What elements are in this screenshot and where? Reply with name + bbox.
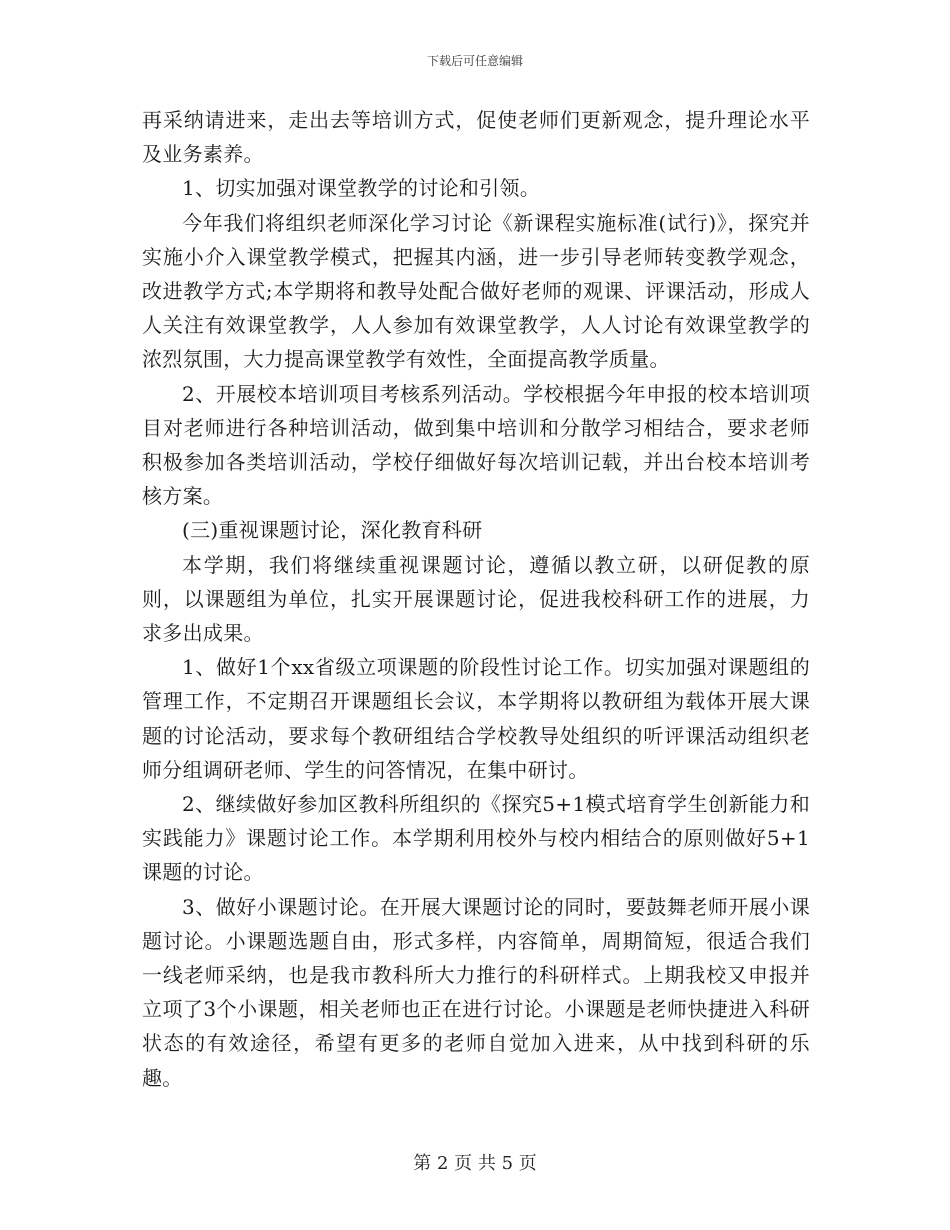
paragraph-item-1-heading: 1、切实加强对课堂教学的讨论和引领。 [182,176,541,201]
document-body [142,103,810,1095]
page-number: 第 2 页 共 5 页 [413,1153,537,1174]
header-note: 下载后可任意编辑 [426,54,523,68]
paragraph-classroom-teaching: 今年我们将组织老师深化学习讨论《新课程实施标准(试行)》，探究并实施小介入课堂教学模式，把握其内涵，进一步引导老师转变教学观念，改进教学方式;本学期将和教导处配合做好老师的观课、评课活动，形成人人关注有效课堂教学，人人参加有效课堂教学，人人讨论有效课堂教学的浓烈氛围，大力提高课堂教学有效性，全面提高教学质量。 [142,210,810,372]
paragraph-item-2-district-topic: 2、继续做好参加区教科所组织的《探究5+1模式培育学生创新能力和实践能力》课题讨论工作。本学期利用校外与校内相结合的原则做好5+1课题的讨论。 [142,792,810,885]
paragraph-item-3-small-topics: 3、做好小课题讨论。在开展大课题讨论的同时，要鼓舞老师开展小课题讨论。小课题选题自由，形式多样，内容简单，周期简短，很适合我们一线老师采纳，也是我市教科所大力推行的科研样式。上期我校又申报并立项了3个小课题，相关老师也正在进行讨论。小课题是老师快捷进入科研状态的有效途径，希望有更多的老师自觉加入进来，从中找到科研的乐趣。 [142,894,810,1090]
paragraph-item-2-training: 2、开展校本培训项目考核系列活动。学校根据今年申报的校本培训项目对老师进行各种培训活动，做到集中培训和分散学习相结合，要求老师积极参加各类培训活动，学校仔细做好每次培训记载，并出台校本培训考核方案。 [142,381,810,509]
paragraph-item-1-provincial-topic: 1、做好1个xx省级立项课题的阶段性讨论工作。切实加强对课题组的管理工作，不定期召开课题组长会议，本学期将以教研组为载体开展大课题的讨论活动，要求每个教研组结合学校教导处组织的听评课活动组织老师分组调研老师、学生的问答情况，在集中研讨。 [142,655,810,782]
section-heading-research: (三)重视课题讨论，深化教育科研 [182,518,483,543]
paragraph-research-intro: 本学期，我们将继续重视课题讨论，遵循以教立研，以研促教的原则，以课题组为单位，扎实开展课题讨论，促进我校科研工作的进展，力求多出成果。 [142,552,810,646]
paragraph-continuation: 再采纳请进来，走出去等培训方式，促使老师们更新观念，提升理论水平及业务素养。 [142,108,810,167]
